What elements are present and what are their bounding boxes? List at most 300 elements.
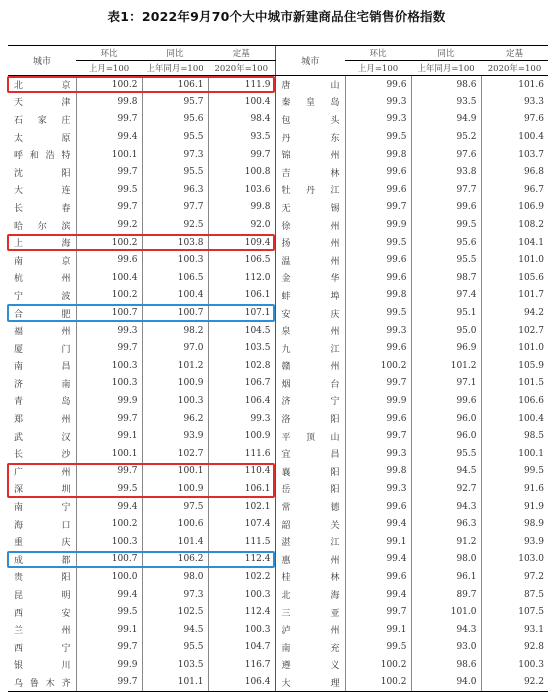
mom-value-cell: 99.1 (345, 533, 411, 551)
city-cell: 南充 (275, 639, 345, 657)
red-highlight-box (7, 463, 275, 498)
table-row (8, 287, 548, 305)
base-value-cell: 96.8 (481, 163, 548, 181)
mom-value-cell: 99.4 (76, 128, 142, 146)
city-cell: 呼和浩特 (14, 151, 71, 162)
city-cell: 合肥 (14, 309, 71, 320)
mom-value-cell: 99.4 (345, 551, 411, 569)
city-cell: 湛江 (275, 533, 345, 551)
mom-value-cell: 99.1 (76, 427, 142, 445)
mom-subheader-left: 上月=100 (76, 61, 142, 76)
yoy-value-cell: 97.6 (411, 146, 481, 164)
yoy-header-left: 同比 (142, 46, 208, 61)
table-row (8, 181, 548, 199)
city-cell: 无锡 (275, 199, 345, 217)
yoy-value-cell: 96.0 (411, 427, 481, 445)
mom-value-cell: 99.9 (345, 216, 411, 234)
base-value-cell: 100.4 (481, 410, 548, 428)
city-cell: 北海 (275, 586, 345, 604)
city-cell: 石家庄 (14, 115, 71, 126)
base-value-cell: 97.2 (481, 568, 548, 586)
city-cell: 乌鲁木齐 (8, 674, 76, 692)
yoy-value-cell: 89.7 (411, 586, 481, 604)
city-cell: 北京 (14, 81, 71, 92)
city-cell: 厦门 (14, 344, 71, 355)
city-cell: 吉林 (275, 163, 345, 181)
yoy-value-cell: 96.1 (411, 568, 481, 586)
city-cell: 南昌 (14, 362, 71, 373)
base-value-cell: 107.1 (208, 304, 275, 322)
mom-value-cell: 99.5 (345, 304, 411, 322)
city-cell: 兰州 (14, 626, 71, 637)
base-value-cell: 91.9 (481, 498, 548, 516)
yoy-value-cell: 94.9 (411, 111, 481, 129)
mom-value-cell: 100.2 (76, 287, 142, 305)
city-cell: 泸州 (275, 621, 345, 639)
base-value-cell: 106.4 (208, 674, 275, 692)
yoy-value-cell: 95.5 (411, 445, 481, 463)
yoy-value-cell: 100.9 (142, 480, 208, 498)
yoy-value-cell: 96.9 (411, 339, 481, 357)
base-value-cell: 99.8 (208, 199, 275, 217)
yoy-value-cell: 98.2 (142, 322, 208, 340)
yoy-value-cell: 95.5 (411, 251, 481, 269)
table-row (8, 93, 548, 111)
base-value-cell: 110.4 (208, 463, 275, 481)
city-cell: 襄阳 (275, 463, 345, 481)
city-cell: 郑州 (14, 415, 71, 426)
city-cell: 南宁 (14, 503, 71, 514)
city-cell: 太原 (14, 133, 71, 144)
base-value-cell: 91.6 (481, 480, 548, 498)
base-value-cell: 93.3 (481, 93, 548, 111)
table-row (8, 498, 548, 516)
mom-value-cell: 100.4 (76, 269, 142, 287)
yoy-value-cell: 93.9 (142, 427, 208, 445)
mom-value-cell: 99.8 (345, 287, 411, 305)
mom-value-cell: 99.5 (76, 480, 142, 498)
base-value-cell: 100.9 (208, 427, 275, 445)
blue-highlight-box (7, 551, 275, 569)
base-value-cell: 101.0 (481, 251, 548, 269)
base-value-cell: 103.7 (481, 146, 548, 164)
table-row (8, 269, 548, 287)
base-value-cell: 100.1 (481, 445, 548, 463)
city-cell: 包头 (275, 111, 345, 129)
yoy-value-cell: 97.0 (142, 339, 208, 357)
table-row (8, 251, 548, 269)
yoy-value-cell: 95.1 (411, 304, 481, 322)
base-value-cell: 103.6 (208, 181, 275, 199)
base-value-cell: 101.5 (481, 375, 548, 393)
yoy-value-cell: 94.5 (411, 463, 481, 481)
base-value-cell: 108.2 (481, 216, 548, 234)
yoy-value-cell: 100.3 (142, 251, 208, 269)
yoy-value-cell: 94.5 (142, 621, 208, 639)
base-value-cell: 93.5 (208, 128, 275, 146)
mom-value-cell: 100.2 (76, 515, 142, 533)
city-cell: 成都 (14, 555, 71, 566)
base-value-cell: 100.4 (481, 128, 548, 146)
yoy-value-cell: 99.5 (411, 216, 481, 234)
yoy-value-cell: 100.7 (142, 304, 208, 322)
mom-value-cell: 99.4 (345, 515, 411, 533)
city-cell: 徐州 (275, 216, 345, 234)
table-row (8, 199, 548, 217)
yoy-value-cell: 101.0 (411, 603, 481, 621)
yoy-value-cell: 102.5 (142, 603, 208, 621)
mom-value-cell: 99.5 (345, 128, 411, 146)
base-value-cell: 99.3 (208, 410, 275, 428)
yoy-value-cell: 103.8 (142, 234, 208, 252)
mom-value-cell: 99.3 (345, 93, 411, 111)
yoy-value-cell: 97.4 (411, 287, 481, 305)
mom-value-cell: 99.5 (345, 639, 411, 657)
mom-value-cell: 99.9 (76, 392, 142, 410)
base-value-cell: 96.7 (481, 181, 548, 199)
base-value-cell: 100.3 (208, 586, 275, 604)
yoy-value-cell: 100.6 (142, 515, 208, 533)
city-cell: 海口 (14, 520, 71, 531)
city-cell: 岳阳 (275, 480, 345, 498)
mom-value-cell: 99.6 (76, 251, 142, 269)
city-cell: 牡丹江 (275, 181, 345, 199)
red-highlight-box (7, 234, 275, 252)
mom-value-cell: 99.4 (76, 498, 142, 516)
mom-value-cell: 99.7 (76, 463, 142, 481)
table-row (8, 586, 548, 604)
base-value-cell: 100.4 (208, 93, 275, 111)
table-row (8, 146, 548, 164)
city-cell: 哈尔滨 (14, 221, 71, 232)
city-cell: 大连 (14, 186, 71, 197)
table-row (8, 322, 548, 340)
red-highlight-box (7, 76, 275, 94)
base-value-cell: 107.4 (208, 515, 275, 533)
table-header (8, 46, 548, 76)
table-row (8, 216, 548, 234)
mom-value-cell: 99.5 (76, 603, 142, 621)
yoy-value-cell: 97.3 (142, 146, 208, 164)
city-header-left: 城市 (8, 46, 76, 76)
mom-value-cell: 100.3 (76, 357, 142, 375)
mom-value-cell: 99.6 (345, 498, 411, 516)
city-cell: 重庆 (14, 538, 71, 549)
yoy-value-cell: 100.3 (142, 392, 208, 410)
base-value-cell: 105.9 (481, 357, 548, 375)
yoy-value-cell: 102.7 (142, 445, 208, 463)
city-cell: 烟台 (275, 375, 345, 393)
yoy-value-cell: 97.1 (411, 375, 481, 393)
mom-value-cell: 100.2 (76, 234, 142, 252)
yoy-value-cell: 95.0 (411, 322, 481, 340)
base-value-cell: 106.4 (208, 392, 275, 410)
city-header-right: 城市 (275, 46, 345, 76)
yoy-value-cell: 101.2 (142, 357, 208, 375)
mom-value-cell: 99.8 (345, 146, 411, 164)
yoy-value-cell: 93.5 (411, 93, 481, 111)
base-value-cell: 105.6 (481, 269, 548, 287)
mom-value-cell: 99.6 (345, 163, 411, 181)
city-cell: 扬州 (275, 234, 345, 252)
mom-value-cell: 100.0 (76, 568, 142, 586)
yoy-value-cell: 98.0 (411, 551, 481, 569)
table-row (8, 656, 548, 674)
yoy-value-cell: 92.5 (142, 216, 208, 234)
city-cell: 天津 (14, 98, 71, 109)
base-header-right: 定基 (481, 46, 548, 61)
mom-value-cell: 99.1 (345, 621, 411, 639)
table-row (8, 674, 548, 692)
table-row (8, 639, 548, 657)
city-cell: 宁波 (14, 291, 71, 302)
mom-value-cell: 99.6 (345, 76, 411, 94)
table-row (8, 392, 548, 410)
mom-value-cell: 99.2 (76, 216, 142, 234)
mom-value-cell: 100.3 (76, 375, 142, 393)
city-cell: 上海 (14, 239, 71, 250)
city-cell: 金华 (275, 269, 345, 287)
mom-value-cell: 99.8 (76, 93, 142, 111)
city-cell: 南京 (14, 256, 71, 267)
base-subheader-right: 2020年=100 (481, 61, 548, 76)
mom-value-cell: 99.6 (345, 339, 411, 357)
mom-value-cell: 99.5 (76, 181, 142, 199)
base-value-cell: 102.7 (481, 322, 548, 340)
mom-value-cell: 99.7 (76, 163, 142, 181)
yoy-value-cell: 95.7 (142, 93, 208, 111)
city-cell: 泉州 (275, 322, 345, 340)
mom-value-cell: 99.7 (76, 339, 142, 357)
city-cell: 洛阳 (275, 410, 345, 428)
base-value-cell: 97.6 (481, 111, 548, 129)
table-row (8, 427, 548, 445)
yoy-value-cell: 98.6 (411, 656, 481, 674)
yoy-value-cell: 101.1 (142, 674, 208, 692)
yoy-value-cell: 96.3 (142, 181, 208, 199)
mom-value-cell: 99.7 (76, 199, 142, 217)
yoy-value-cell: 92.7 (411, 480, 481, 498)
mom-value-cell: 99.3 (345, 322, 411, 340)
mom-value-cell: 100.1 (76, 146, 142, 164)
yoy-value-cell: 97.3 (142, 586, 208, 604)
table-row (8, 163, 548, 181)
base-value-cell: 98.5 (481, 427, 548, 445)
yoy-value-cell: 101.4 (142, 533, 208, 551)
city-cell: 惠州 (275, 551, 345, 569)
yoy-value-cell: 100.9 (142, 375, 208, 393)
mom-value-cell: 99.7 (345, 427, 411, 445)
city-cell: 桂林 (275, 568, 345, 586)
base-value-cell: 112.0 (208, 269, 275, 287)
mom-value-cell: 99.9 (345, 392, 411, 410)
city-cell: 西安 (14, 608, 71, 619)
table-row (8, 568, 548, 586)
base-value-cell: 106.9 (481, 199, 548, 217)
mom-value-cell: 100.3 (76, 533, 142, 551)
base-value-cell: 111.5 (208, 533, 275, 551)
mom-value-cell: 100.7 (76, 551, 142, 569)
yoy-value-cell: 96.2 (142, 410, 208, 428)
base-value-cell: 106.6 (481, 392, 548, 410)
mom-value-cell: 99.7 (345, 603, 411, 621)
base-subheader-left: 2020年=100 (208, 61, 275, 76)
base-value-cell: 101.0 (481, 339, 548, 357)
yoy-value-cell: 94.0 (411, 674, 481, 692)
base-value-cell: 87.5 (481, 586, 548, 604)
city-cell: 杭州 (14, 274, 71, 285)
base-value-cell: 102.1 (208, 498, 275, 516)
city-cell: 秦皇岛 (275, 93, 345, 111)
base-value-cell: 102.8 (208, 357, 275, 375)
yoy-value-cell: 93.0 (411, 639, 481, 657)
city-cell: 广州 (14, 467, 71, 478)
yoy-value-cell: 95.5 (142, 128, 208, 146)
city-cell: 常德 (275, 498, 345, 516)
city-cell: 锦州 (275, 146, 345, 164)
table-body (8, 76, 548, 692)
yoy-value-cell: 97.7 (142, 199, 208, 217)
city-cell: 福州 (14, 327, 71, 338)
yoy-value-cell: 101.2 (411, 357, 481, 375)
yoy-value-cell: 93.8 (411, 163, 481, 181)
table-row (8, 339, 548, 357)
base-value-cell: 111.9 (208, 76, 275, 94)
base-value-cell: 100.3 (481, 656, 548, 674)
yoy-value-cell: 95.6 (411, 234, 481, 252)
mom-value-cell: 99.6 (345, 410, 411, 428)
yoy-value-cell: 97.7 (411, 181, 481, 199)
mom-value-cell: 99.4 (345, 586, 411, 604)
city-cell: 宜昌 (275, 445, 345, 463)
mom-value-cell: 100.7 (76, 304, 142, 322)
mom-header-right: 环比 (345, 46, 411, 61)
yoy-value-cell: 106.1 (142, 76, 208, 94)
city-cell: 武汉 (14, 432, 71, 443)
mom-value-cell: 99.7 (345, 375, 411, 393)
table-row (8, 111, 548, 129)
yoy-value-cell: 98.0 (142, 568, 208, 586)
base-value-cell: 109.4 (208, 234, 275, 252)
mom-value-cell: 99.7 (345, 199, 411, 217)
yoy-value-cell: 100.1 (142, 463, 208, 481)
base-value-cell: 107.5 (481, 603, 548, 621)
mom-subheader-right: 上月=100 (345, 61, 411, 76)
table-row (8, 375, 548, 393)
yoy-value-cell: 97.5 (142, 498, 208, 516)
base-value-cell: 98.4 (208, 111, 275, 129)
mom-value-cell: 99.9 (76, 656, 142, 674)
price-index-table (8, 45, 548, 692)
base-value-cell: 101.6 (481, 76, 548, 94)
mom-value-cell: 99.1 (76, 621, 142, 639)
city-cell: 贵阳 (14, 573, 71, 584)
base-value-cell: 92.2 (481, 674, 548, 692)
mom-value-cell: 99.6 (345, 251, 411, 269)
mom-value-cell: 99.7 (76, 674, 142, 692)
base-value-cell: 116.7 (208, 656, 275, 674)
table-row (8, 533, 548, 551)
mom-value-cell: 99.3 (345, 111, 411, 129)
city-cell: 青岛 (14, 397, 71, 408)
yoy-subheader-left: 上年同月=100 (142, 61, 208, 76)
city-cell: 平顶山 (275, 427, 345, 445)
city-cell: 济南 (14, 379, 71, 390)
base-value-cell: 106.1 (208, 480, 275, 498)
table-row (8, 357, 548, 375)
city-cell: 大理 (275, 674, 345, 692)
city-cell: 济宁 (275, 392, 345, 410)
city-cell: 银川 (14, 661, 71, 672)
table-row (8, 128, 548, 146)
yoy-value-cell: 106.2 (142, 551, 208, 569)
table-row (8, 621, 548, 639)
yoy-value-cell: 95.5 (142, 639, 208, 657)
yoy-value-cell: 94.3 (411, 498, 481, 516)
yoy-value-cell: 106.5 (142, 269, 208, 287)
base-value-cell: 99.7 (208, 146, 275, 164)
base-value-cell: 93.9 (481, 533, 548, 551)
city-cell: 遵义 (275, 656, 345, 674)
table-title: 表1：2022年9月70个大中城市新建商品住宅销售价格指数 (107, 9, 446, 24)
table-row (8, 410, 548, 428)
city-cell: 唐山 (275, 76, 345, 94)
city-cell: 沈阳 (14, 168, 71, 179)
base-value-cell: 111.6 (208, 445, 275, 463)
city-cell: 长沙 (14, 450, 71, 461)
mom-value-cell: 99.6 (345, 568, 411, 586)
city-cell: 韶关 (275, 515, 345, 533)
base-value-cell: 112.4 (208, 603, 275, 621)
base-value-cell: 104.1 (481, 234, 548, 252)
table-row (8, 603, 548, 621)
mom-value-cell: 99.5 (345, 234, 411, 252)
yoy-value-cell: 98.7 (411, 269, 481, 287)
yoy-value-cell: 96.3 (411, 515, 481, 533)
base-value-cell: 92.8 (481, 639, 548, 657)
mom-value-cell: 100.2 (345, 674, 411, 692)
base-value-cell: 100.8 (208, 163, 275, 181)
yoy-value-cell: 99.6 (411, 392, 481, 410)
base-value-cell: 104.5 (208, 322, 275, 340)
base-value-cell: 106.5 (208, 251, 275, 269)
base-value-cell: 104.7 (208, 639, 275, 657)
yoy-value-cell: 94.3 (411, 621, 481, 639)
city-cell: 西宁 (14, 643, 71, 654)
base-value-cell: 112.4 (208, 551, 275, 569)
mom-value-cell: 100.2 (345, 357, 411, 375)
base-value-cell: 106.7 (208, 375, 275, 393)
mom-value-cell: 99.7 (76, 111, 142, 129)
city-cell: 长春 (14, 203, 71, 214)
base-value-cell: 103.0 (481, 551, 548, 569)
yoy-header-right: 同比 (411, 46, 481, 61)
city-cell: 赣州 (275, 357, 345, 375)
mom-value-cell: 99.7 (76, 639, 142, 657)
mom-value-cell: 99.6 (345, 181, 411, 199)
mom-header-left: 环比 (76, 46, 142, 61)
base-header-left: 定基 (208, 46, 275, 61)
city-cell: 九江 (275, 339, 345, 357)
mom-value-cell: 99.7 (76, 410, 142, 428)
base-value-cell: 92.0 (208, 216, 275, 234)
yoy-value-cell: 96.0 (411, 410, 481, 428)
base-value-cell: 103.5 (208, 339, 275, 357)
table-row (8, 445, 548, 463)
city-cell: 温州 (275, 251, 345, 269)
base-value-cell: 101.7 (481, 287, 548, 305)
yoy-value-cell: 98.6 (411, 76, 481, 94)
